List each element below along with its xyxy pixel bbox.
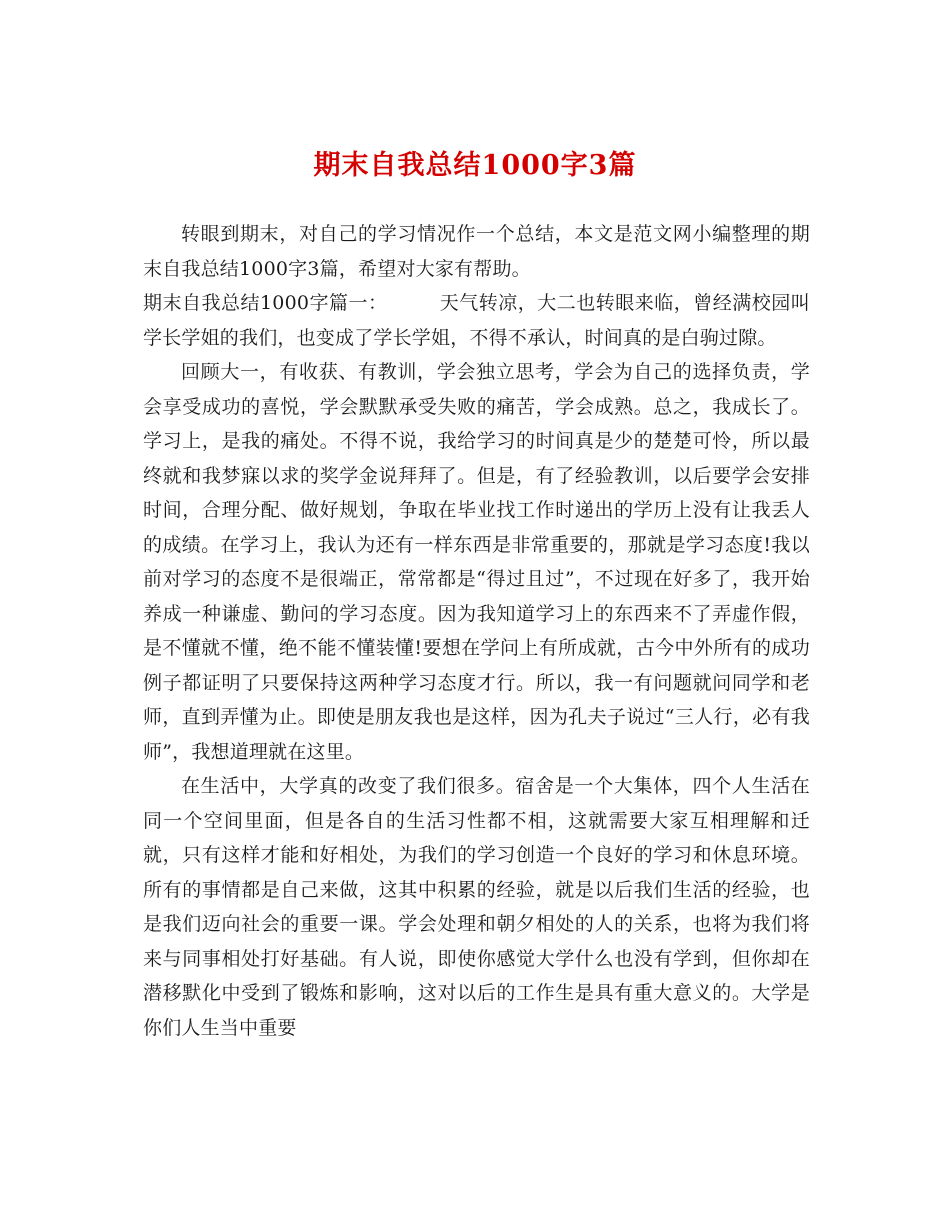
section1-text: 天气转凉，大二也转眼来临，曾经满校园叫学长学姐的我们，也变成了学长学姐，不得不承认，时间真的是白驹过隙。 <box>143 292 810 349</box>
section1-heading: 期末自我总结1000字篇一： <box>143 292 388 314</box>
document-body <box>143 217 810 1045</box>
section1-line <box>143 286 810 355</box>
document-title: 期末自我总结1000字3篇 <box>313 150 637 181</box>
paragraph-life: 在生活中，大学真的改变了我们很多。宿舍是一个大集体，四个人生活在同一个空间里面，但是各自的生活习性都不相，这就需要大家互相理解和迁就，只有这样才能和好相处，为我们的学习创造一个良好的学习和休息环境。所有的事情都是自己来做，这其中积累的经验，就是以后我们生活的经验，也是我们迈向社会的重要一课。学会处理和朝夕相处的人的关系，也将为我们将来与同事相处打好基础。有人说，即使你感觉大学什么也没有学到，但你却在潜移默化中受到了锻炼和影响，这对以后的工作生是具有重大意义的。大学是你们人生当中重要 <box>143 775 810 1039</box>
paragraph-reflection: 回顾大一，有收获、有教训，学会独立思考，学会为自己的选择负责，学会享受成功的喜悦，学会默默承受失败的痛苦，学会成熟。总之，我成长了。 学习上，是我的痛处。不得不说，我给学习的时间真是少的楚楚可怜，所以最终就和我梦寐以求的奖学金说拜拜了。但是，有了经验教训，以后要学会安排时间，合理分配、做好规划，争取在毕业找工作时递出的学历上没有让我丢人的成绩。在学习上，我认为还有一样东西是非常重要的，那就是学习态度!我以前对学习的态度不是很端正，常常都是“得过且过”，不过现在好多了，我开始养成一种谦虚、勤问的学习态度。因为我知道学习上的东西来不了弄虚作假，是不懂就不懂，绝不能不懂装懂!要想在学问上有所成就，古今中外所有的成功例子都证明了只要保持这两种学习态度才行。所以，我一有问题就问同学和老师，直到弄懂为止。即使是朋友我也是这样，因为孔夫子说过“三人行，必有我师”，我想道理就在这里。 <box>143 361 810 763</box>
intro-paragraph: 转眼到期末，对自己的学习情况作一个总结，本文是范文网小编整理的期末自我总结1000字3篇，希望对大家有帮助。 <box>143 223 810 280</box>
